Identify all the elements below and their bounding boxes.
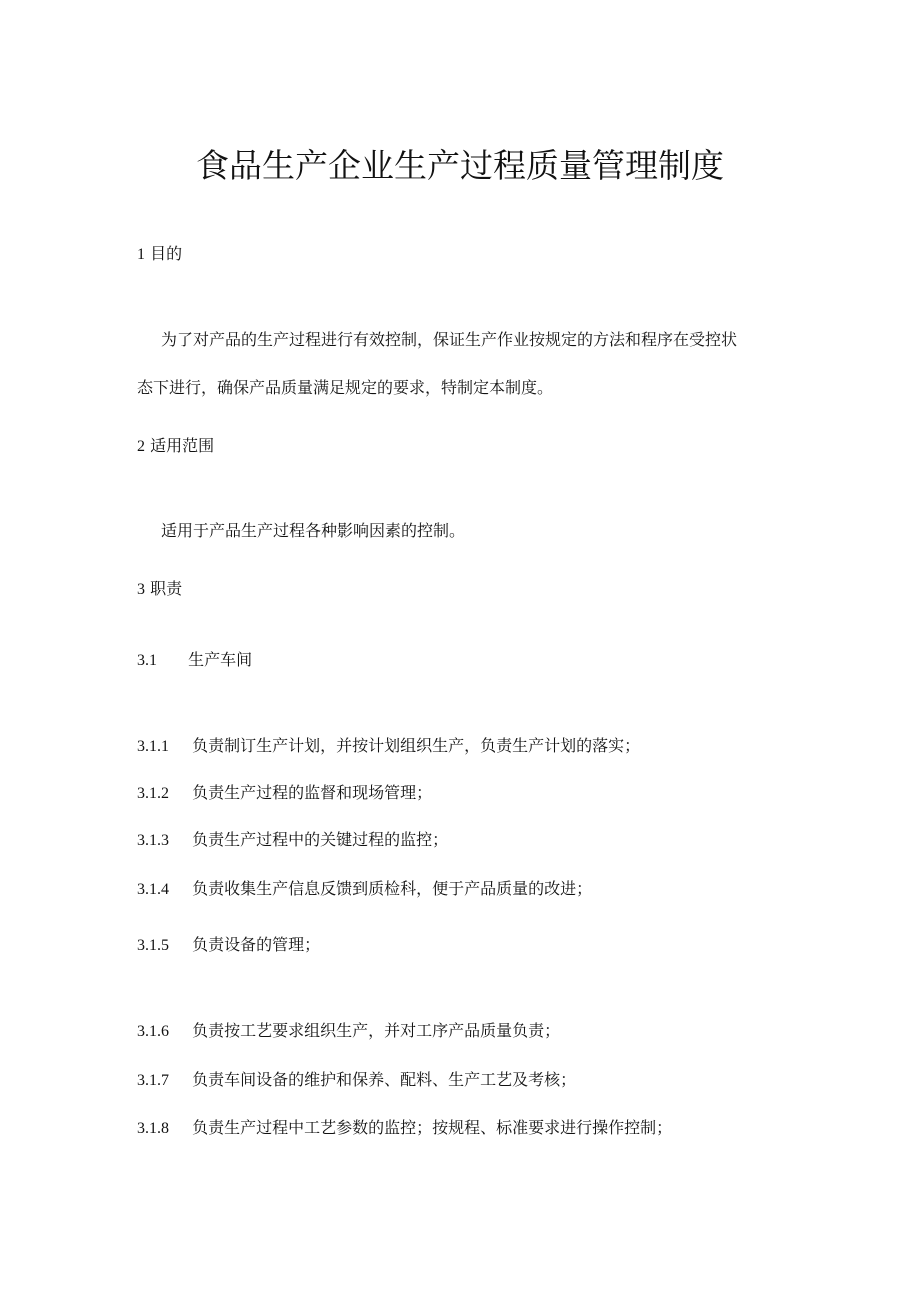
item-number: 3.1.7: [137, 1072, 169, 1089]
list-item: [137, 1068, 576, 1093]
item-text: 负责收集生产信息反馈到质检科，便于产品质量的改进；: [192, 879, 593, 898]
section-heading-text: 适用范围: [150, 436, 215, 455]
paragraph-line: 态下进行，确保产品质量满足规定的要求，特制定本制度。: [137, 378, 554, 397]
document-title: 食品生产企业生产过程质量管理制度: [196, 146, 724, 185]
item-number: 3.1.4: [137, 881, 169, 898]
item-number: 3.1.2: [137, 785, 169, 802]
list-item: [137, 828, 448, 853]
section-heading-2: [137, 434, 214, 459]
section-number: 3: [137, 581, 145, 598]
item-number: 3.1.8: [137, 1120, 169, 1137]
subsection-number: 3.1: [137, 652, 157, 669]
list-item: [137, 1019, 560, 1044]
item-text: 负责按工艺要求组织生产，并对工序产品质量负责；: [192, 1021, 561, 1040]
section-heading-text: 职责: [150, 579, 183, 598]
item-text: 负责生产过程中的关键过程的监控；: [192, 830, 449, 849]
item-number: 3.1.1: [137, 738, 169, 755]
section-number: 2: [137, 438, 145, 455]
subsection-heading-text: 生产车间: [188, 650, 253, 669]
item-text: 负责设备的管理；: [192, 935, 321, 954]
item-number: 3.1.5: [137, 937, 169, 954]
section-heading-3: [137, 577, 182, 602]
section-heading-text: 目的: [150, 244, 183, 263]
item-number: 3.1.6: [137, 1023, 169, 1040]
list-item: [137, 933, 320, 958]
section-number: 1: [137, 246, 145, 263]
item-text: 负责生产过程中工艺参数的监控；按规程、标准要求进行操作控制；: [192, 1118, 673, 1137]
paragraph-line: 适用于产品生产过程各种影响因素的控制。: [161, 521, 466, 540]
list-item: [137, 734, 640, 759]
list-item: [137, 1116, 672, 1141]
section-heading-1: [137, 242, 182, 267]
list-item: [137, 781, 432, 806]
item-text: 负责生产过程的监督和现场管理；: [192, 783, 433, 802]
paragraph-line: 为了对产品的生产过程进行有效控制，保证生产作业按规定的方法和程序在受控状: [161, 330, 738, 349]
list-item: [137, 877, 592, 902]
item-number: 3.1.3: [137, 832, 169, 849]
item-text: 负责制订生产计划，并按计划组织生产，负责生产计划的落实；: [192, 736, 641, 755]
item-text: 负责车间设备的维护和保养、配料、生产工艺及考核；: [192, 1070, 577, 1089]
subsection-heading-3-1: [137, 648, 252, 673]
